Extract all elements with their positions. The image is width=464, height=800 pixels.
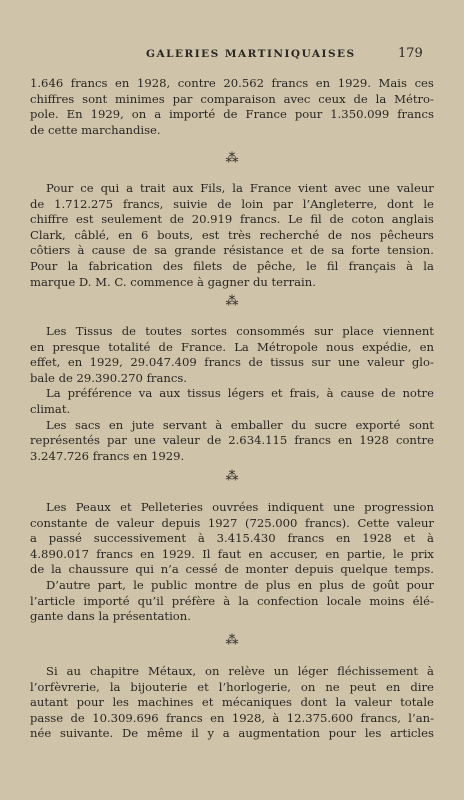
text-line: D’autre part, le public montre de plus en plus de goût pour <box>46 577 434 592</box>
text-line: Les Peaux et Pelleteries ouvrées indiquent une progression <box>46 500 434 514</box>
text-line: Pour la fabrication des filets de pêche, le fil français à la <box>30 258 434 273</box>
paragraph-block <box>30 664 434 742</box>
text-line: a passé successivement à 3.415.430 francs en 1928 et à <box>30 531 434 546</box>
text-line: Les Tissus de toutes sortes consommés sur place viennent <box>46 324 434 338</box>
text-line: de cette marchandise. <box>30 122 161 137</box>
text-line: 4.890.017 francs en 1929. Il faut en accuser, en partie, le prix <box>30 546 434 561</box>
text-line: chiffres sont minimes par comparaison avec ceux de la Métro- <box>30 91 434 106</box>
text-line: représentés par une valeur de 2.634.115 francs en 1928 contre <box>30 433 434 448</box>
text-line: passe de 10.309.696 francs en 1928, à 12.375.600 francs, l’an- <box>30 710 434 725</box>
text-line: l’article importé qu’il préfère à la confection locale moins élé- <box>30 593 434 608</box>
paragraph-block <box>30 76 434 138</box>
paragraph-block <box>30 324 434 464</box>
text-line: côtiers à cause de sa grande résistance et de sa forte tension. <box>30 243 434 258</box>
section-ornament: ⁂ <box>225 469 239 484</box>
text-line: La préférence va aux tissus légers et frais, à cause de notre <box>46 386 434 401</box>
text-line: gante dans la présentation. <box>30 609 191 624</box>
text-line: Clark, câblé, en 6 bouts, est très recherché de nos pêcheurs <box>30 227 434 242</box>
text-line: Si au chapitre Métaux, on relève un léger fléchissement à <box>46 664 434 678</box>
text-line: effet, en 1929, 29.047.409 francs de tissus sur une valeur glo- <box>30 355 434 370</box>
text-line: l’orfèvrerie, la bijouterie et l’horlogerie, on ne peut en dire <box>30 679 434 694</box>
section-ornament: ⁂ <box>225 151 239 166</box>
paragraph-block <box>30 181 434 290</box>
text-line: marque D. M. C. commence à gagner du terrain. <box>30 274 316 289</box>
text-line: née suivante. De même il y a augmentation pour les articles <box>30 726 434 741</box>
text-line: bale de 29.390.270 francs. <box>30 370 187 385</box>
text-line: constante de valeur depuis 1927 (725.000 francs). Cette valeur <box>30 515 434 530</box>
text-line: climat. <box>30 401 71 416</box>
text-line: Les sacs en jute servant à emballer du sucre exporté sont <box>46 417 434 432</box>
text-line: de 1.712.275 francs, suivie de loin par l’Angleterre, dont le <box>30 196 434 211</box>
text-line: 1.646 francs en 1928, contre 20.562 francs en 1929. Mais ces <box>30 76 434 90</box>
text-line: en presque totalité de France. La Métropole nous expédie, en <box>30 339 434 354</box>
page-number: 179 <box>398 46 423 61</box>
text-line: 3.247.726 francs en 1929. <box>30 448 185 463</box>
text-line: de la chaussure qui n’a cessé de monter depuis quelque temps. <box>30 562 434 577</box>
paragraph-block <box>30 500 434 625</box>
page-header <box>0 46 464 66</box>
text-line: pole. En 1929, on a importé de France pour 1.350.099 francs <box>30 107 434 122</box>
text-line: autant pour les machines et mécaniques dont la valeur totale <box>30 695 434 710</box>
section-ornament: ⁂ <box>225 633 239 648</box>
section-ornament: ⁂ <box>225 294 239 309</box>
text-line: Pour ce qui a trait aux Fils, la France vient avec une valeur <box>46 181 434 195</box>
text-line: chiffre est seulement de 20.919 francs. Le fil de coton anglais <box>30 212 434 227</box>
running-title: GALERIES MARTINIQUAISES <box>146 48 356 60</box>
